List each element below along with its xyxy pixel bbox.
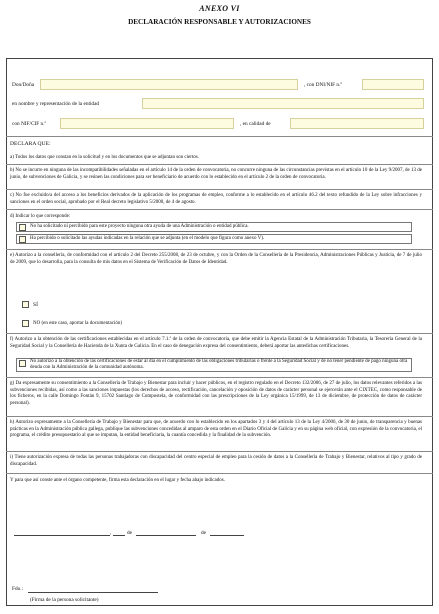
document-title: DECLARACIÓN RESPONSABLE Y AUTORIZACIONES — [128, 18, 311, 26]
declaration-c: c) No fue excluido/a del acceso a los beneficios derivados de la aplicación de los programas de empleo, conforme a lo establecido en el artículo 46.2 del texto refundido de la Ley sobre infracciones y sanciones en el orden social, aprobado por el Real decreto legislativo 5/2000, de 4 de agosto. — [10, 193, 422, 205]
consent-no-checkbox[interactable] — [22, 320, 29, 327]
representation-label: en nombre y representación de la entidad — [12, 101, 100, 107]
declaration-i: i) Tiene autorización expresa de todas las personas trabajadoras con discapacidad del centro especial de empleo para la cesión de datos a la Consellería de Trabajo y Bienestar, relativos al tipo y grado de discapacidad. — [10, 455, 422, 467]
divider — [6, 164, 433, 165]
name-field[interactable] — [40, 79, 298, 90]
year-line[interactable] — [210, 535, 244, 536]
divider — [6, 451, 433, 452]
annex-title: ANEXO VI — [199, 4, 240, 13]
aid-received-checkbox[interactable] — [19, 236, 26, 243]
nif-field[interactable] — [60, 118, 234, 129]
consent-no-label: NO (en este caso, aportar la documentación) — [33, 320, 122, 326]
divider — [6, 209, 433, 210]
declaration-f: f) Autorizo a la obtención de las certificaciones establecidas en el artículo 7.1.º de la orden de convocatoria, que debe emitir la Agencia Estatal de la Administración Tributaria, la Tesorería General de la Seguridad Social y la Consellería de Hacienda de la Xunta de Galicia. En el caso de denegación expresa del consentimiento, deberá aportar las antedichas certificaciones. — [10, 337, 422, 349]
signer-caption: (Firma de la persona solicitante) — [30, 597, 99, 603]
closing-statement: Y para que así conste ante el órgano competente, firma esta declaración en el lugar y fecha abajo indicados. — [10, 478, 225, 483]
signature-line[interactable] — [28, 592, 158, 593]
fdo-label: Fdo.: — [12, 586, 24, 592]
declaration-d: d) Indicar lo que corresponde: — [10, 214, 71, 219]
month-line[interactable] — [136, 535, 196, 536]
declara-heading: DECLARA QUE: — [10, 141, 51, 147]
declaration-e: e) Autorizo a la consellería, de conformidad con el artículo 2 del Decreto 255/2008, de 23 de octubre, y con la Orden de la Consellería de la Presidencia, Administraciones Públicas y Justicia, de 7 de julio de 2009, que lo desarrolla, para la consulta de mis datos en el Sistema de Verificación de Datos de Identidad. — [10, 253, 422, 265]
no-aid-option-label: No ha solicitado ni percibido para este proyecto ninguna otra ayuda de una Administración o entidad pública. — [30, 223, 249, 229]
divider — [6, 249, 433, 250]
date-de-2: de — [201, 530, 206, 536]
calidad-label: , en calidad de — [240, 121, 271, 127]
divider — [6, 473, 433, 474]
no-certificates-checkbox[interactable] — [19, 360, 26, 367]
declaration-g: g) Da expresamente su consentimiento a la Consellería de Trabajo y Bienestar para incluir y hacer públicos, en el registro regulado en el Decreto 132/2006, de 27 de julio, los datos relevantes referidos a las subvenciones recibidas, así como a las sanciones impuestas (los derechos de acceso, rectificación, cancelación y oposición de datos de carácter personal se ejercerán ante el CIXTEC, como responsable de los ficheros, en la calle Domingo Fontán 9, 15702 Santiago de Compostela, de conformidad con las prescripciones de la Ley orgánica 15/1999, de 13 de diciembre, de protección de datos de carácter personal). — [10, 381, 422, 406]
nif-label: con NIF/CIF n.º — [12, 121, 47, 127]
divider — [6, 416, 433, 417]
no-aid-checkbox[interactable] — [19, 224, 26, 231]
calidad-field[interactable] — [290, 118, 424, 129]
place-line[interactable] — [14, 535, 110, 536]
divider — [6, 333, 433, 334]
declaration-a: a) Todos los datos que constan en la solicitud y en los documentos que se adjuntan son ciertos. — [10, 155, 199, 160]
don-label: Don/Doña — [12, 82, 35, 88]
date-separator: , — [110, 530, 112, 536]
dni-label: , con DNI/NIF n.º — [304, 82, 342, 88]
declaration-h: h) Autorizo expresamente a la Consellería de Trabajo y Bienestar para que, de acuerdo con lo establecido en los apartados 3 y 4 del artículo 13 de la Ley 4/2006, de 30 de junio, de transparencia y buenas prácticas en la Administración pública gallega, publique las subvenciones concedidas al amparo de esta orden en el Diario Oficial de Galicia y en su página web oficial, con expresión de la convocatoria, el programa, el crédito presupuestario al que se imputan, la entidad beneficiaria, la cuantía concedida y la finalidad de la subvención. — [10, 420, 422, 439]
divider — [6, 377, 433, 378]
entity-field[interactable] — [142, 98, 424, 109]
consent-yes-label: SÍ — [33, 301, 38, 308]
divider — [6, 136, 433, 137]
day-line[interactable] — [113, 535, 125, 536]
consent-yes-checkbox[interactable] — [22, 301, 29, 308]
date-de-1: de — [127, 530, 132, 536]
dni-field[interactable] — [362, 79, 424, 90]
divider — [6, 189, 433, 190]
declaration-b: b) No se incurre en ninguna de las incompatibilidades señaladas en el artículo 14 de la orden de convocatoria, no concurre ninguna de las circunstancias previstas en el artículo 10 de la Ley 9/2007, de 13 de junio, de subvenciones de Galicia, y se reúnen las condiciones para ser beneficiario de acuerdo con lo establecido en el artículo 2 de la orden de convocatoria. — [10, 168, 422, 180]
aid-received-option-label: Ha percibido o solicitado las ayudas indicadas en la relación que se adjunta (en el modelo que figura como anexo V). — [30, 235, 265, 241]
no-certificates-label: No autorizo a la obtención de las certificaciones de estar al día en el cumplimiento de las obligaciones tributarias o frente a la Seguridad Social y de no tener pendiente de pago ninguna otra deuda con la Administración de la comunidad autónoma. — [30, 359, 408, 371]
